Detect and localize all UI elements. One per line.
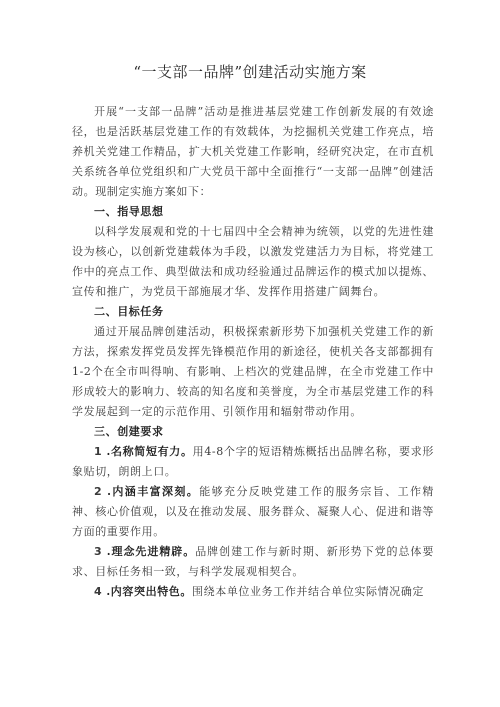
requirement-number: 3 [94, 545, 103, 558]
requirement-item [72, 542, 434, 582]
section-heading-goals-tasks: 二、目标任务 [94, 305, 164, 318]
requirement-lead: .内容突出特色。 [106, 585, 193, 598]
document-title: “一支部一品牌”创建活动实施方案 [133, 63, 367, 81]
requirement-text: 能够充分反映党建工作的服务宗旨、工作精神、核心价值观，以及在推动发展、服务群众、凝聚人心、促进和谐等方面的重要作用。 [72, 485, 434, 538]
section-heading-guiding-ideology: 一、指导思想 [94, 205, 164, 218]
requirement-lead: .内涵丰富深刻。 [107, 485, 200, 498]
requirement-lead: .名称简短有力。 [106, 445, 193, 458]
requirement-text: 品牌创建工作与新时期、新形势下党的总体要求、目标任务相一致，与科学发展观相契合。 [72, 545, 434, 578]
requirement-item [72, 482, 434, 542]
document-body [72, 102, 434, 602]
requirement-item [72, 442, 434, 482]
requirement-item [72, 582, 434, 602]
requirement-number: 2 [94, 485, 103, 498]
requirement-number: 1 [94, 445, 103, 458]
requirement-number: 4 [94, 585, 103, 598]
section-heading-requirements: 三、创建要求 [94, 425, 164, 438]
guiding-ideology-paragraph: 以科学发展观和党的十七届四中全会精神为统领，以党的先进性建设为核心，以创新党建载体为手段，以激发党建活力为目标，将党建工作中的亮点工作、典型做法和成功经验通过品牌运作的模式加以提炼、宣传和推广，为党员干部施展才华、发挥作用搭建广阔舞台。 [72, 225, 434, 298]
requirement-lead: .理念先进精辟。 [106, 545, 196, 558]
intro-paragraph: 开展“一支部一品牌”活动是推进基层党建工作创新发展的有效途径，也是活跃基层党建工作的有效载体，为挖掘机关党建工作亮点，培养机关党建工作精品，扩大机关党建工作影响，经研究决定，在市直机关系统各单位党组织和广大党员干部中全面推行“一支部一品牌”创建活动。现制定实施方案如下： [72, 105, 434, 198]
requirement-text: 围绕本单位业务工作并结合单位实际情况确定 [192, 585, 425, 598]
goals-tasks-paragraph: 通过开展品牌创建活动，积极探索新形势下加强机关党建工作的新方法，探索发挥党员发挥先锋模范作用的新途径，使机关各支部都拥有1-2个在全市叫得响、有影响、上档次的党建品牌，在全市党建工作中形成较大的影响力、较高的知名度和美誉度，为全市基层党建工作的科学发展起到一定的示范作用、引领作用和辐射带动作用。 [72, 325, 434, 418]
requirement-text: 用4-8个字的短语精炼概括出品牌名称，要求形象贴切，朗朗上口。 [72, 445, 434, 478]
